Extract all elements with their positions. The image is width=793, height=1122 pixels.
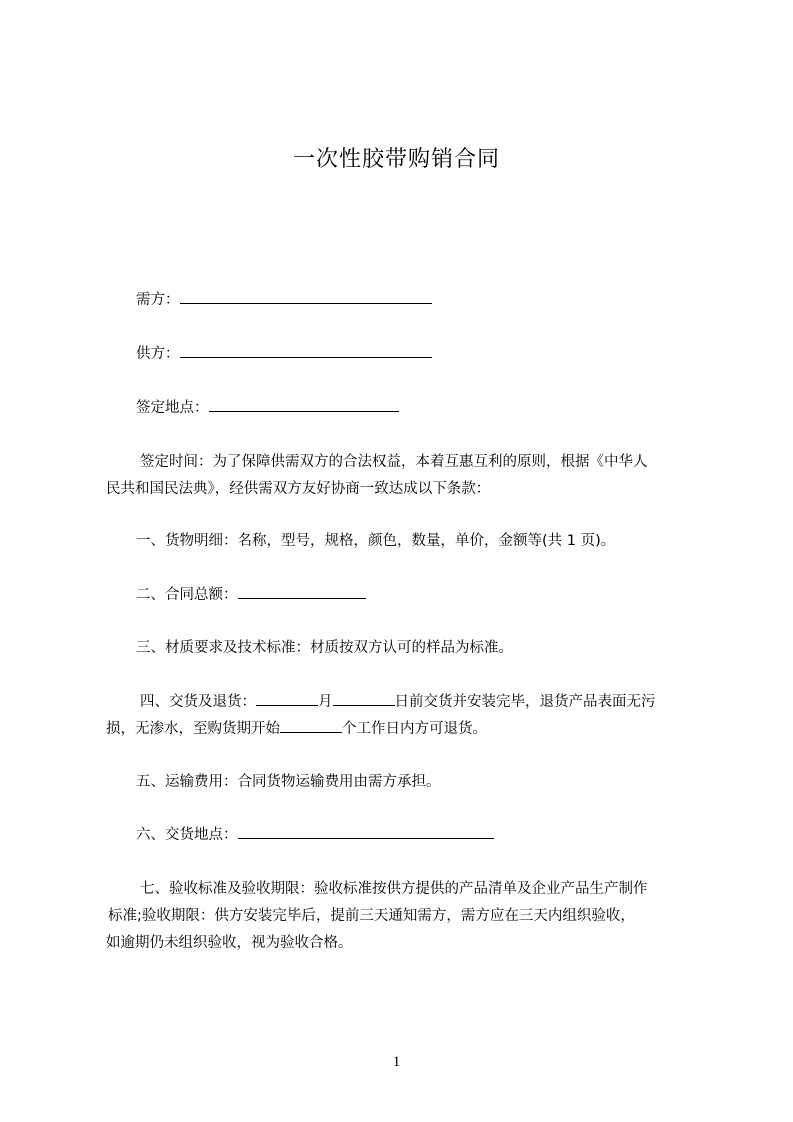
- clause-4-text-3: 个工作日内方可退货。: [342, 721, 487, 737]
- clause-1: 一、货物明细：名称，型号，规格，颜色，数量，单价，金额等(共 1 页)。: [136, 533, 616, 549]
- delivery-day-blank[interactable]: [333, 690, 395, 706]
- clause-3: 三、材质要求及技术标准：材质按双方认可的样品为标准。: [136, 640, 513, 656]
- clause-4-line-1: [140, 689, 656, 715]
- sign-time-line-1: 签定时间：为了保障供需双方的合法权益，本着互惠互利的原则，根据《中华人: [140, 454, 648, 470]
- clause-7-line-2: 标准;验收期限：供方安装完毕后，提前三天通知需方，需方应在三天内组织验收，: [108, 908, 635, 924]
- sign-place-blank[interactable]: [209, 396, 399, 412]
- clause-7-line-1: 七、验收标准及验收期限：验收标准按供方提供的产品清单及企业产品生产制作: [140, 881, 648, 897]
- page-number: 1: [392, 1054, 401, 1070]
- clause-4-text: 日前交货并安装完毕，退货产品表面无污: [394, 694, 656, 710]
- contract-total-blank[interactable]: [238, 583, 366, 599]
- supplier-blank[interactable]: [180, 342, 432, 358]
- clause-4-line-2: [106, 716, 487, 742]
- document-title: 一次性胶带购销合同: [292, 147, 500, 172]
- clause-2: [136, 582, 366, 608]
- supplier-label: 供方：: [136, 346, 180, 362]
- clause-4-label: 四、交货及退货：: [140, 694, 256, 710]
- delivery-month-blank[interactable]: [256, 690, 318, 706]
- month-label: 月: [318, 694, 333, 710]
- clause-7-line-3: 如逾期仍未组织验收，视为验收合格。: [106, 935, 353, 951]
- supplier-line: [136, 341, 432, 367]
- clause-4-text-2: 损，无渗水，至购货期开始: [106, 721, 280, 737]
- delivery-place-blank[interactable]: [238, 823, 494, 839]
- sign-time-line-2: 民共和国民法典》，经供需双方友好协商一致达成以下条款：: [106, 481, 491, 497]
- delivery-place-label: 六、交货地点：: [136, 827, 238, 843]
- sign-place-line: [136, 395, 399, 421]
- clause-5: 五、运输费用：合同货物运输费用由需方承担。: [136, 774, 441, 790]
- buyer-blank[interactable]: [180, 288, 432, 304]
- clause-6: [136, 822, 494, 848]
- buyer-label: 需方：: [136, 292, 180, 308]
- buyer-line: [136, 287, 432, 313]
- return-days-blank[interactable]: [280, 717, 342, 733]
- sign-place-label: 签定地点：: [136, 400, 209, 416]
- contract-total-label: 二、合同总额：: [136, 587, 238, 603]
